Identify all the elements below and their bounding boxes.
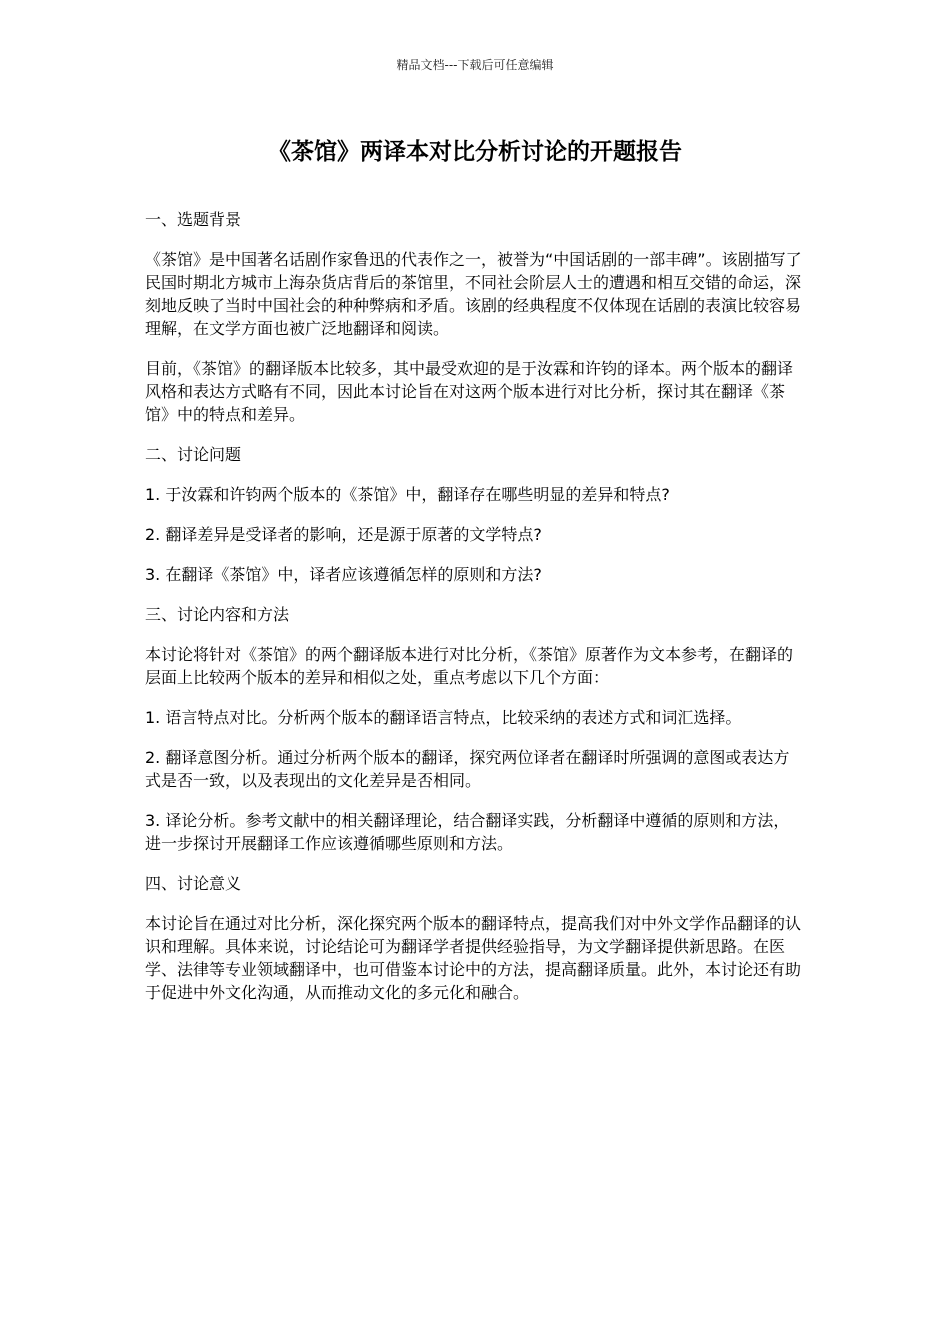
paragraph: 本讨论旨在通过对比分析，深化探究两个版本的翻译特点，提高我们对中外文学作品翻译的认识和理解。具体来说，讨论结论可为翻译学者提供经验指导，为文学翻译提供新思路。在医学、法律等专业领域翻译中，也可借鉴本讨论中的方法，提高翻译质量。此外，本讨论还有助于促进中外文化沟通，从而推动文化的多元化和融合。 [145,914,802,1002]
section-content-method [145,603,805,855]
page-header-note: 精品文档---下载后可任意编辑 [396,58,554,72]
list-item: 3. 译论分析。参考文献中的相关翻译理论，结合翻译实践，分析翻译中遵循的原则和方法，进一步探讨开展翻译工作应该遵循哪些原则和方法。 [145,811,790,853]
list-item: 1. 于汝霖和许钧两个版本的《茶馆》中，翻译存在哪些明显的差异和特点? [145,485,670,504]
document-title: 《茶馆》两译本对比分析讨论的开题报告 [268,139,682,165]
section-background [145,208,805,426]
section-questions [145,443,805,586]
section-heading: 一、选题背景 [145,210,242,229]
section-heading: 二、讨论问题 [145,445,242,464]
paragraph: 本讨论将针对《茶馆》的两个翻译版本进行对比分析，《茶馆》原著作为文本参考，在翻译的层面上比较两个版本的差异和相似之处，重点考虑以下几个方面： [145,645,794,687]
paragraph: 《茶馆》是中国著名话剧作家鲁迅的代表作之一，被誉为“中国话剧的一部丰碑”。该剧描写了民国时期北方城市上海杂货店背后的茶馆里，不同社会阶层人士的遭遇和相互交错的命运，深刻地反映了当时中国社会的种种弊病和矛盾。该剧的经典程度不仅体现在话剧的表演比较容易理解，在文学方面也被广泛地翻译和阅读。 [145,250,802,338]
list-item: 2. 翻译差异是受译者的影响，还是源于原著的文学特点? [145,525,542,544]
section-significance [145,872,805,1004]
section-heading: 三、讨论内容和方法 [145,605,290,624]
paragraph: 目前，《茶馆》的翻译版本比较多，其中最受欢迎的是于汝霖和许钧的译本。两个版本的翻译风格和表达方式略有不同，因此本讨论旨在对这两个版本进行对比分析，探讨其在翻译《茶馆》中的特点和差异。 [145,359,794,424]
list-item: 3. 在翻译《茶馆》中，译者应该遵循怎样的原则和方法? [145,565,542,584]
document-body [145,208,805,1021]
list-item: 2. 翻译意图分析。通过分析两个版本的翻译，探究两位译者在翻译时所强调的意图或表达方式是否一致，以及表现出的文化差异是否相同。 [145,748,790,790]
list-item: 1. 语言特点对比。分析两个版本的翻译语言特点，比较采纳的表述方式和词汇选择。 [145,708,742,727]
section-heading: 四、讨论意义 [145,874,242,893]
